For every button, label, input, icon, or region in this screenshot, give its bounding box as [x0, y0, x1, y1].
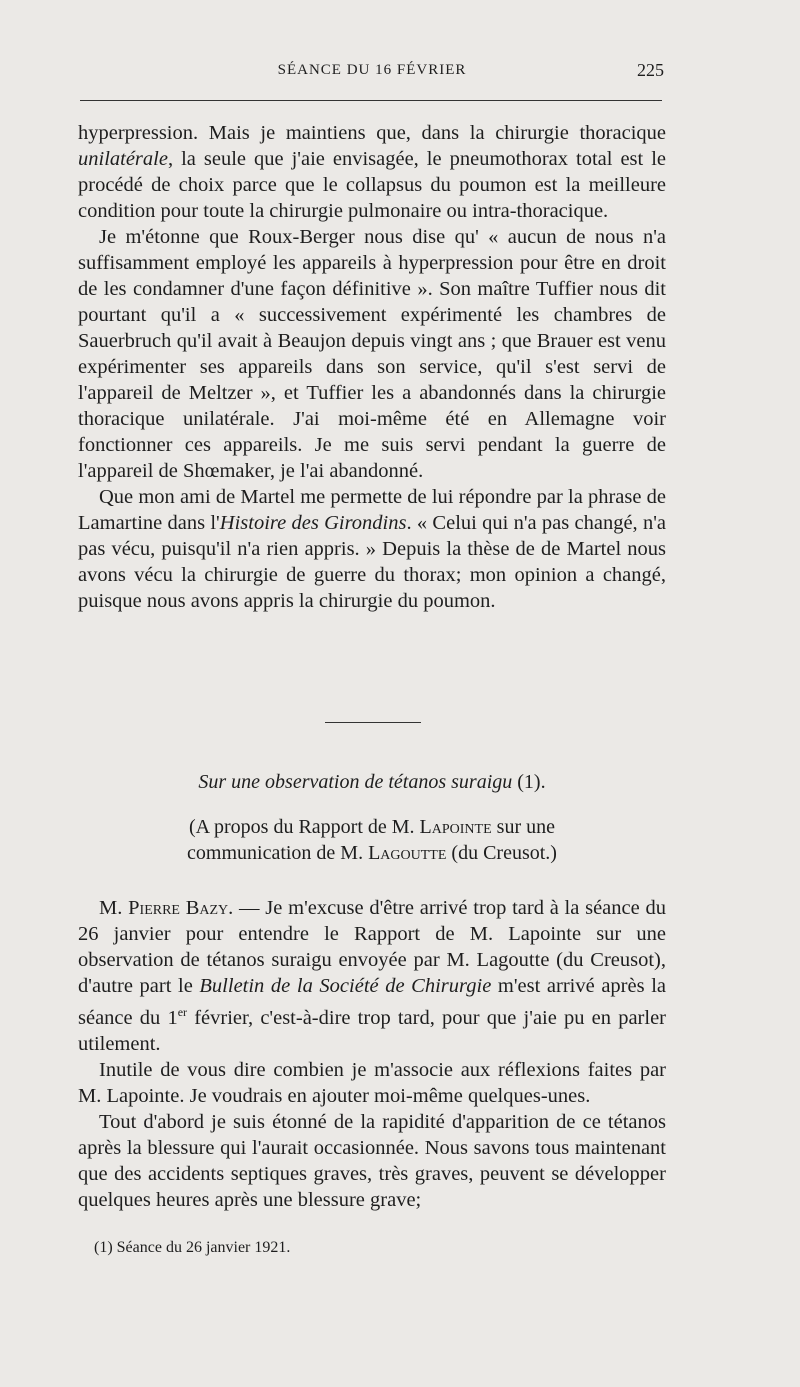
speaker-prefix: M. — [99, 897, 129, 919]
page-number: 225 — [637, 60, 664, 80]
paragraph-lamartine — [78, 484, 666, 614]
text-run: sur une communication de M. — [187, 816, 555, 864]
superscript-er: er — [177, 1005, 188, 1019]
running-header — [80, 62, 664, 90]
text-run: Que mon ami de Martel me permette de lui répondre par la phrase de Lamartine dans l' — [78, 486, 666, 534]
text-run: hyperpression. Mais je maintiens que, dans la chirurgie thoracique — [78, 122, 666, 144]
article-title — [80, 771, 664, 794]
speaker-name: Pierre Bazy — [128, 897, 229, 919]
section-divider — [325, 722, 421, 723]
paragraph-inutile: Inutile de vous dire combien je m'associe aux réflexions faites par M. Lapointe. Je voudrais en ajouter moi-même quelques-unes. — [78, 1058, 666, 1107]
text-run: , la seule que j'aie envisagée, le pneumothorax total est le procédé de choix parce que le collapsus du poumon est la meilleure condition pour toute la chirurgie pulmonaire ou intra-thoracique. — [78, 148, 666, 222]
author-name-lagoutte: Lagoutte — [368, 842, 447, 864]
text-run: . — Je m'excuse d'être arrivé trop tard à la séance du 26 janvier pour entendre le Rapport de M. Lapointe sur une observation de tétanos suraigu envoyée par M. Lagoutte (du Creusot), d'autre part le — [78, 897, 666, 997]
text-run: février, c'est-à-dire trop tard, pour que j'aie pu en parler utilement. — [78, 1006, 666, 1055]
previous-article-conclusion — [78, 120, 666, 614]
header-rule — [80, 100, 662, 101]
footnote: (1) Séance du 26 janvier 1921. — [94, 1239, 291, 1256]
article-title-text: Sur une observation de tétanos suraigu — [198, 771, 513, 793]
text-run: . « Celui qui n'a pas changé, n'a pas vécu, puisqu'il n'a rien appris. » Depuis la thèse de de Martel nous avons vécu la chirurgie de guerre du thorax; mon opinion a changé, puisque nous avons appris la chirurgie du poumon. — [78, 512, 667, 612]
text-run: m'est arrivé après la séance du 1 — [78, 975, 666, 1029]
emphasis-unilaterale: unilatérale — [78, 148, 168, 170]
text-run: (du Creusot.) — [446, 842, 557, 864]
running-title: SÉANCE DU 16 FÉVRIER — [277, 62, 467, 78]
emphasis-histoire-des-girondins: Histoire des Girondins — [219, 512, 407, 534]
paragraph-roux-berger: Je m'étonne que Roux-Berger nous dise qu' « aucun de nous n'a suffisamment employé les appareils à hyperpression pour être en droit de les condamner d'une façon définitive ». Son maître Tuffier nous dit pourtant qu'il a « successivement expérimenté les chambres de Sauerbruch qu'il avait à Beaujon depuis vingt ans ; que Brauer est venu expérimenter ses appareils dans son service, qu'il s'est servi de l'appareil de Meltzer », et Tuffier les a abandonnés dans la chirurgie thoracique unilatérale. J'ai moi-même été en Allemagne voir fonctionner ces appareils. Je me suis servi pendant la guerre de l'appareil de Shœmaker, je l'ai abandonné. — [78, 226, 666, 482]
author-name-lapointe: Lapointe — [419, 816, 492, 838]
article-subtitle — [130, 814, 614, 866]
text-run: (A propos du Rapport de M. — [189, 816, 420, 838]
paragraph-tout-dabord: Tout d'abord je suis étonné de la rapidité d'apparition de ce tétanos après la blessure qui l'aurait occasionnée. Nous savons tous maintenant que des accidents septiques graves, très graves, peuvent se développer quelques heures après une blessure grave; — [78, 1110, 666, 1211]
paragraph-pierre-bazy — [78, 895, 666, 1057]
paragraph-hyperpression — [78, 120, 666, 224]
emphasis-bulletin: Bulletin de la Société de Chirurgie — [199, 975, 492, 997]
article-body — [78, 895, 666, 1213]
article-title-footnote-ref: (1). — [512, 771, 546, 793]
